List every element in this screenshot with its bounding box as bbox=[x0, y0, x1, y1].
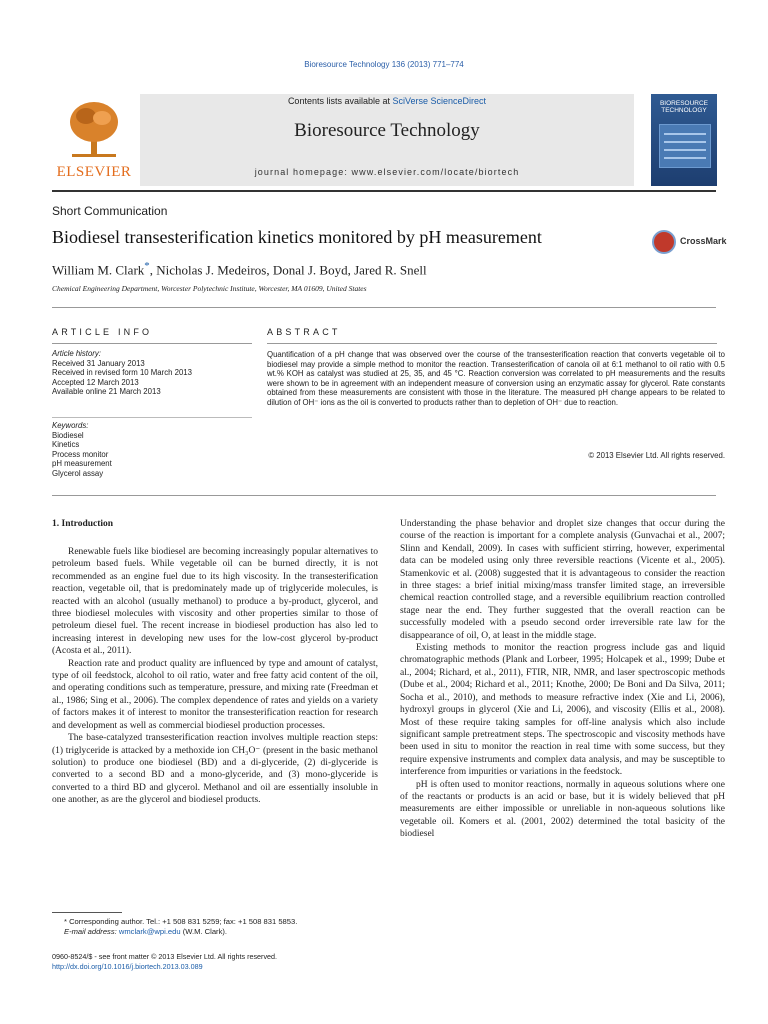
author-list bbox=[52, 260, 427, 278]
journal-citation[interactable]: Bioresource Technology 136 (2013) 771–774 bbox=[304, 60, 464, 69]
paragraph: Existing methods to monitor the reaction progress include gas and liquid chromatographic methods (Plank and Lorbeer, 1995; Holcapek et al., 1999; Dube et al., 2004; Richard, et al., 2011), FTIR, NIR, NMR, and laser spectroscopic methods (Dube et al., 2004; Richard et al., 2011; Knothe, 2000; De Boni and Da Silva, 2011; Socha et al., 2010), and methods to measure refractive index (Xie and Li, 2006), hydroxyl groups in glycerol (Xie and Li, 2006), and viscosity (Ellis et al., 2008). Most of these require taking samples for off-line analysis which also include significant sample pretreatment steps. The spectroscopic and viscosity methods have been used in situ to monitor the reaction in real time with some success, but they require expensive instruments and complex data analysis, and may be susceptible to interference from impurities or variations in the feedstock. bbox=[400, 643, 725, 778]
abstract-heading: ABSTRACT bbox=[267, 327, 341, 337]
corresponding-author-note: * Corresponding author. Tel.: +1 508 831 5259; fax: +1 508 831 5853. bbox=[64, 917, 298, 926]
history-label: Article history: bbox=[52, 349, 101, 358]
article-title: Biodiesel transesterification kinetics monitored by pH measurement bbox=[52, 227, 542, 247]
history-item: Received in revised form 10 March 2013 bbox=[52, 368, 192, 378]
abstract-text: Quantification of a pH change that was observed over the course of the transesterification reaction that converts vegetable oil to biodiesel may provide a simple method to monitor the reaction. Transesterification of canola oil at 6:1 methanol to oil ratio with 0.5 wt.% KOH as catalyst was studied at 25, 35, and 45 °C. Reaction conversion was correlated to pH measurements and the results were shown to be in agreement with an independent measure of conversion using an enzymatic assay for glycerol. Rate constants obtained from these measurements are consistent with those in the literature. The measured pH change appears to be related to dilution of OH⁻ ions as the oil is converted to products rather than to depletion of OH⁻ due to reaction. bbox=[267, 350, 725, 407]
paragraph: pH is often used to monitor reactions, normally in aqueous solutions where one of the reactants or products is an acid or base, but it is widely believed that pH measurements are either impossible or unreliable in non-aqueous solutions like vegetable oil. Komers et al. (2001, 2002) determined the total basicity of the biodiesel bbox=[400, 779, 725, 840]
body-column-left bbox=[52, 546, 378, 807]
email-suffix: (W.M. Clark). bbox=[180, 927, 228, 936]
cover-image bbox=[659, 124, 711, 168]
abstract-rule bbox=[267, 343, 717, 344]
other-authors: , Nicholas J. Medeiros, Donal J. Boyd, Jared R. Snell bbox=[149, 262, 427, 278]
cover-title: BIORESOURCE TECHNOLOGY bbox=[659, 100, 709, 114]
email-label: E-mail address: bbox=[64, 927, 119, 936]
contents-prefix: Contents lists available at bbox=[287, 96, 393, 106]
keywords bbox=[52, 421, 252, 479]
affiliation: Chemical Engineering Department, Worcester Polytechnic Institute, Worcester, MA 01609, United States bbox=[52, 284, 367, 293]
keywords-label: Keywords: bbox=[52, 421, 89, 430]
footnote-rule bbox=[52, 912, 122, 913]
email-link[interactable]: wmclark@wpi.edu bbox=[118, 927, 181, 936]
footnote bbox=[52, 917, 378, 937]
paragraph: Understanding the phase behavior and droplet size changes that occur during the course of the reaction is important for a complete analysis (Gunvachai et al., 2007; Slinn and Kendall, 2009). In cases with sufficient stirring, however, experimental data can be modeled using only three reversible reactions (Vicente et al., 2005). Stamenkovic et al. (2008) suggested that it is advantageous to consider the reaction in three stages: a brief initial mixing/mass transfer limited stage, an irreversible chemical reaction controlled stage, and a reversible equilibrium reaction controlled stage near the end. They further suggested that the overall reaction can be successfully modeled with a pseudo second order irreversible rate law for the disappearance of oil, O, at least in the middle stage. bbox=[400, 519, 725, 641]
elsevier-wordmark: ELSEVIER bbox=[56, 164, 132, 180]
journal-title: Bioresource Technology bbox=[294, 120, 480, 141]
body-column-right bbox=[400, 518, 725, 841]
history-item: Accepted 12 March 2013 bbox=[52, 377, 139, 387]
history-item: Received 31 January 2013 bbox=[52, 358, 145, 368]
keyword: Glycerol assay bbox=[52, 468, 104, 478]
email-line bbox=[52, 927, 378, 937]
crossmark-badge[interactable] bbox=[652, 230, 727, 256]
issn-line: 0960-8524/$ - see front matter © 2013 Elsevier Ltd. All rights reserved. bbox=[52, 952, 278, 961]
journal-cover[interactable] bbox=[651, 94, 717, 186]
paragraph: Renewable fuels like biodiesel are becoming increasingly popular alternatives to petroleum based fuels. While vegetable oil can be burned directly, it is not recommended as an engine fuel due to its high viscosity. In the transesterification reaction, vegetable oil, that is predominately made up of triglyceride molecules, is reacted with an alcohol (usually methanol) to produce a by-product, glycerol, and three biodiesel molecules with viscosity and other properties similar to those of petroleum diesel fuel. The recent increase in biodiesel production has also led to increasing interest in developing new uses for the low-cost glycerol by-product (Acosta et al., 2011). bbox=[52, 547, 378, 657]
crossmark-icon bbox=[652, 230, 676, 254]
keyword: Process monitor bbox=[52, 449, 109, 459]
crossmark-label: CrossMark bbox=[680, 236, 727, 246]
keyword: Kinetics bbox=[52, 440, 80, 450]
article-history bbox=[52, 349, 252, 397]
article-info-heading: ARTICLE INFO bbox=[52, 327, 153, 337]
elsevier-logo bbox=[52, 94, 136, 186]
history-item: Available online 21 March 2013 bbox=[52, 387, 161, 397]
keywords-rule bbox=[52, 417, 252, 418]
body-rule bbox=[52, 495, 716, 496]
front-matter bbox=[52, 952, 392, 972]
first-author: William M. Clark bbox=[52, 262, 145, 278]
paragraph: The base-catalyzed transesterification reaction involves multiple reaction steps: (1) triglyceride is attacked by a methoxide ion CH₃O⁻ (present in the basic methanol solution) to produce one biodiesel (BD) and a di-glyceride, (2) di-glyceride is converted to a second BD and a mono-glyceride, and (3) mono-glyceride is converted to a third BD and glycerol. Methanol and oil are essentially insoluble in one another, as are the glycerol and biodiesel products. bbox=[52, 733, 378, 806]
keyword: pH measurement bbox=[52, 459, 112, 469]
sciencedirect-link[interactable]: SciVerse ScienceDirect bbox=[392, 96, 487, 106]
section-rule bbox=[52, 307, 716, 308]
journal-homepage[interactable]: journal homepage: www.elsevier.com/locate/biortech bbox=[254, 167, 520, 177]
abstract-copyright: © 2013 Elsevier Ltd. All rights reserved. bbox=[588, 451, 725, 460]
corresponding-marker[interactable]: * bbox=[144, 260, 150, 272]
contents-line bbox=[140, 96, 634, 106]
header-rule bbox=[52, 190, 716, 192]
elsevier-tree-icon bbox=[66, 98, 122, 160]
article-info-rule bbox=[52, 343, 252, 344]
paragraph: Reaction rate and product quality are influenced by type and amount of catalyst, type of oil feedstock, alcohol to oil ratio, water and free fatty acid content of the oil, and operating conditions such as temperature, pressure, and mixing rate (Freedman et al., 1986; Sing et al., 2006). The complex dependence of rates and yields on a variety of factors makes it of interest to monitor the transesterification reaction for research and development as well as commercial biodiesel production processes. bbox=[52, 658, 378, 731]
section-heading-introduction: 1. Introduction bbox=[52, 519, 114, 529]
doi-link[interactable]: http://dx.doi.org/10.1016/j.biortech.2013.03.089 bbox=[52, 962, 203, 971]
keyword: Biodiesel bbox=[52, 430, 84, 440]
article-type: Short Communication bbox=[52, 204, 168, 218]
